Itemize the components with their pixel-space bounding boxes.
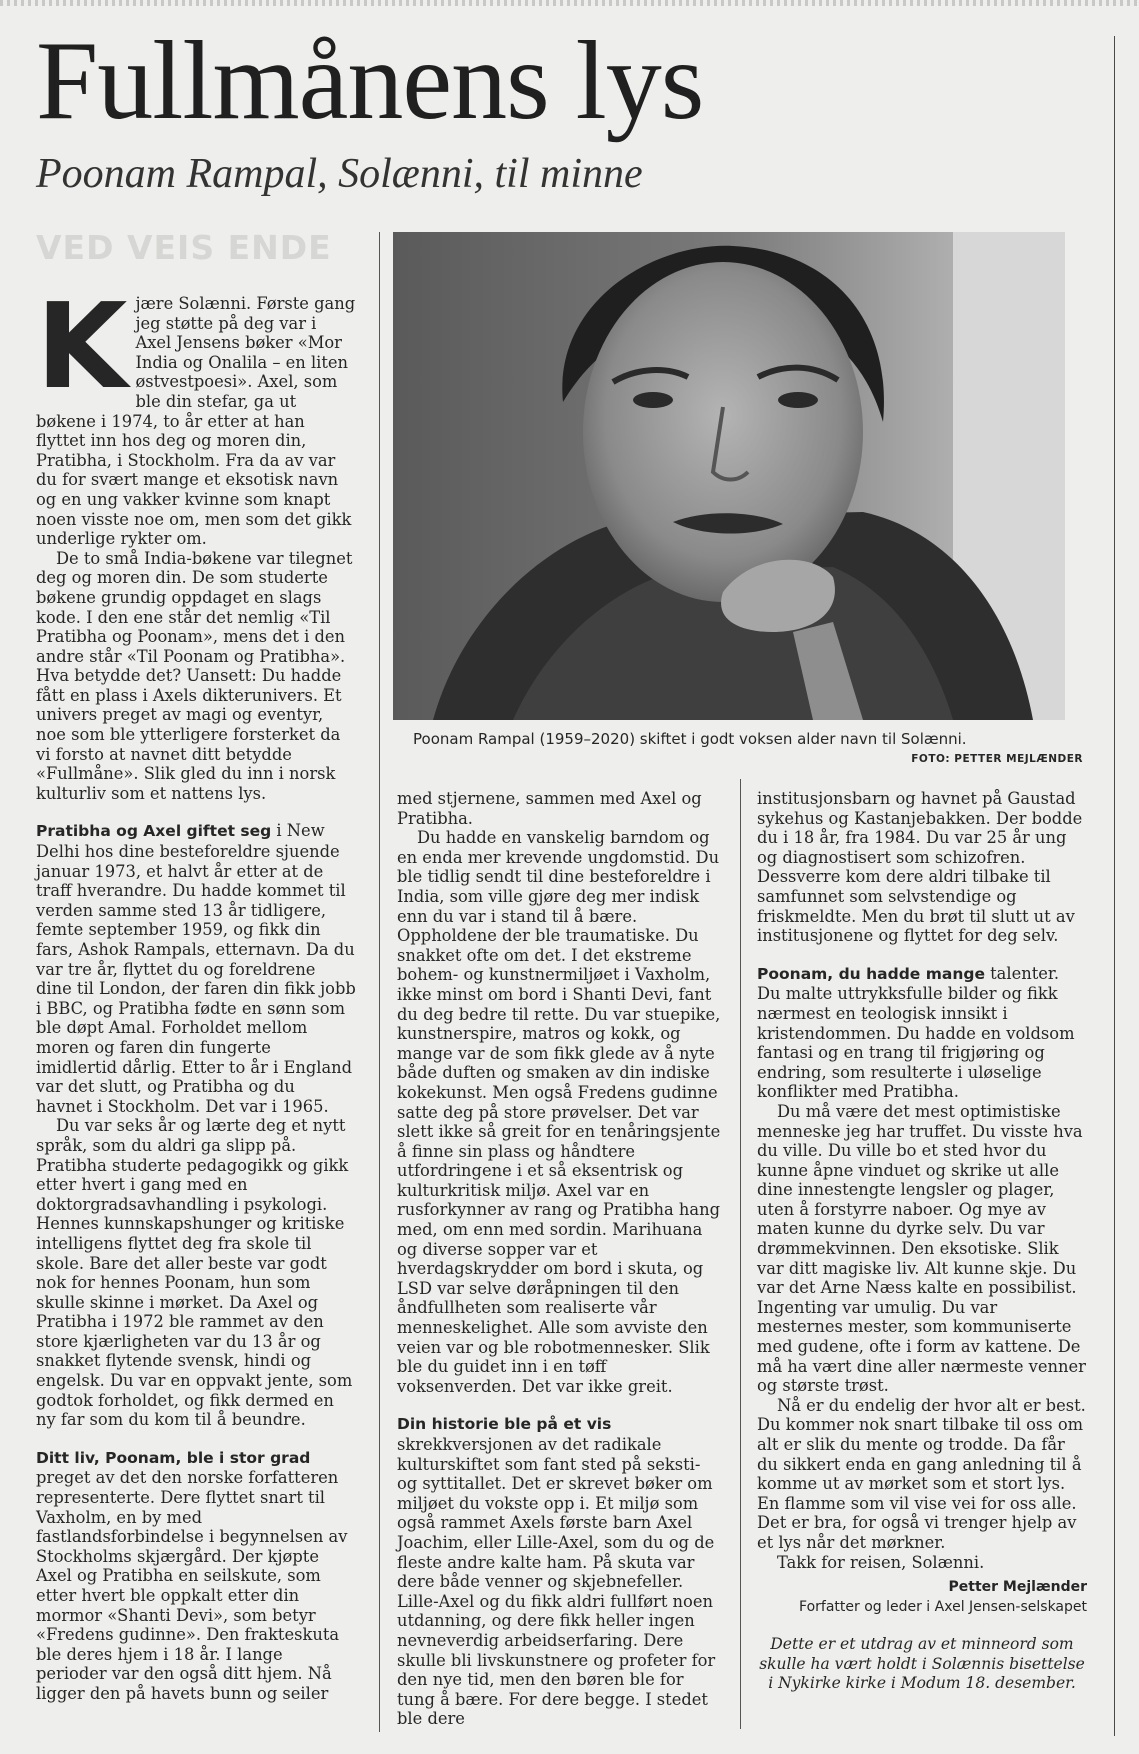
column-2 [397, 789, 721, 1729]
spacer [36, 1430, 356, 1448]
spacer [757, 946, 1087, 964]
column-3 [757, 789, 1087, 1694]
photo-credit: FOTO: PETTER MEJLÆNDER [911, 753, 1083, 765]
paragraph: institusjonsbarn og havnet på Gaustad sykehus og Kastanjebakken. Der bodde du i 18 år, fra 1984. Du var 25 år ung og diagnostisert som schizofren. Dessverre kom dere aldri tilbake til samfunnet som selvstendige og friskmeldte. Men du brøt til slutt ut av institusjonene og flyttet for deg selv. [757, 789, 1083, 946]
subtitle: Poonam Rampal, Solænni, til minne [36, 151, 643, 197]
paragraph: Du må være det mest optimistiske menneske jeg har truffet. Du visste hva du ville. Du ville bo et sted hvor du kunne åpne vinduet og skrike ut alle dine innestengte lengsler og plager, uten å forstyrre naboer. Og mye av maten kunne du dyrke selv. Du var drømmekvinnen. Den eksotiske. Slik var ditt magiske liv. Alt kunne skje. Du var det Arne Næss kalte en possibilist. Ingenting var umulig. Du var mesternes mester, som kommuniserte med gudene, ofte i form av kattene. De må ha vært dine aller nærmeste venner og største trøst. [757, 1101, 1086, 1396]
paragraph: Takk for reisen, Solænni. [777, 1552, 985, 1572]
paragraph [397, 1414, 721, 1729]
paragraph [757, 964, 1087, 1102]
subheading: Din historie ble på et vis [397, 1415, 612, 1434]
headline: Fullmånens lys [36, 19, 704, 143]
paragraph: Du hadde en vanskelig barndom og en enda mer krevende ungdomstid. Du ble tidlig sendt til dine besteforeldre i India, som ville gjøre deg mer indisk enn du var i stand til å bære. Oppholdene der ble traumatiske. Du snakket ofte om det. I det ekstreme bohem- og kunstnermiljøet i Vaxholm, ikke minst om bord i Shanti Devi, fant du deg bedre til rette. Du var stuepike, kunstnerspire, matros og kokk, og mange var de som fikk glede av å nyte både duften og smaken av din indiske kokekunst. Men også Fredens gudinne satte deg på store prøvelser. Det var slett ikke så greit for en tenåringsjente å finne sin plass og håndtere utfordringene i et så eksentrisk og kulturkritisk miljø. Axel var en rusforkynner av rang og Pratibha hang med, om enn med sordin. Marihuana og diverse sopper var et hverdagskrydder om bord i skuta, og LSD var selve døråpningen til den åndfullheten som realiserte vår menneskelighet. Alle som avviste den veien var og ble robotmennesker. Slik ble du guidet inn i en tøff voksenverden. Det var ikke greit. [397, 828, 721, 1396]
author-role: Forfatter og leder i Axel Jensen-selskapet [799, 1598, 1087, 1615]
subheading: Pratibha og Axel giftet seg [36, 822, 272, 841]
subheading: Poonam, du hadde mange [757, 964, 985, 983]
paragraph: med stjernene, sammen med Axel og Pratibha. [397, 789, 702, 828]
subheading: Ditt liv, Poonam, ble i stor grad [36, 1448, 311, 1467]
portrait-photo [393, 232, 1065, 720]
paragraph: De to små India-bøkene var tilegnet deg og moren din. De som studerte bøkene grundig oppdaget en slags kode. I den ene står det nemlig «Til Pratibha og Poonam», mens det i den andre står «Til Poonam og Pratibha». Hva betydde det? Uansett: Du hadde fått en plass i Axels dikterunivers. Et univers preget av magi og eventyr, noe som ble ytterligere forsterket da vi forsto at navnet ditt betydde «Fullmåne». Slik gled du inn i norsk kulturliv som et nattens lys. [36, 548, 353, 803]
drop-cap: K [36, 277, 128, 415]
paragraph-text: i New Delhi hos dine besteforeldre sjuende januar 1973, et halvt år etter at de traff hverandre. Du hadde kommet til verden samme sted 13 år tidligere, femte september 1959, og fikk din fars, Ashok Rampals, etternavn. Da du var tre år, flyttet du og foreldrene dine til London, der faren din fikk jobb i BBC, og Pratibha fødte en sønn som ble døpt Amal. Forholdet mellom moren og faren din fungerte imidlertid dårlig. Etter to år i England var det slutt, og Pratibha og du havnet i Stockholm. Det var i 1965. [36, 821, 356, 1116]
paragraph [36, 277, 356, 549]
page-edge [0, 0, 1139, 6]
portrait-illustration [393, 232, 1065, 720]
paragraph [36, 821, 356, 1116]
paragraph-text: jære Solænni. Første gang jeg støtte på deg var i Axel Jensens bøker «Mor India og Onalila – en liten østvestpoesi». Axel, som ble din stefar, ga ut bøkene i 1974, to år etter at han flyttet inn hos deg og moren din, Pratibha, i Stockholm. Fra da av var du for svært mange et eksotisk navn og en ung vakker kvinne som knapt noen visste noe om, men som det gikk underlige rykter om. [36, 294, 356, 549]
column-rule [740, 779, 741, 1729]
editor-note: Dette er et utdrag av et minneord som skulle ha vært holdt i Solænnis bisettelse i Nykirke kirke i Modum 18. desember. [759, 1635, 1085, 1693]
section-kicker: VED VEIS ENDE [36, 228, 332, 267]
column-rule-right [1114, 36, 1115, 1736]
paragraph: Nå er du endelig der hvor alt er best. Du kommer nok snart tilbake til oss om alt er slik du mente og trodde. Da får du sikkert enda en gang anledning til å komme ut av mørket som et stort lys. En flamme som vil vise vei for oss alle. Det er bra, for også vi trenger hjelp av et lys når det mørkner. [757, 1395, 1086, 1552]
paragraph [36, 1448, 356, 1704]
spacer [397, 1396, 721, 1414]
column-1 [36, 277, 356, 1704]
column-rule [379, 232, 380, 1732]
paragraph-text: skrekkversjonen av det radikale kulturskiftet som fant sted på seksti- og syttitallet. Det er skrevet bøker om miljøet du vokste opp i. Et miljø som også rammet Axels første barn Axel Joachim, eller Lille-Axel, som du og de fleste andre kalte ham. På skuta var dere både venner og skjebnefeller. Lille-Axel og du fikk aldri fullført noen utdanning, og dere fikk heller ingen nevneverdig arbeidserfaring. Dere skulle bli livskunstnere og profeter for den nye tid, men den børen ble for tung å bære. For dere begge. I stedet ble dere [397, 1435, 716, 1729]
photo-caption: Poonam Rampal (1959–2020) skiftet i godt voksen alder navn til Solænni. [413, 730, 967, 748]
paragraph-text: preget av det den norske forfatteren representerte. Dere flyttet snart til Vaxholm, en by med fastlandsforbindelse i begynnelsen av Stockholms skjærgård. Der kjøpte Axel og Pratibha en seilskute, som etter hvert ble oppkalt etter din mormor «Shanti Devi», som betyr «Fredens gudinne». Den frakteskuta ble deres hjem i 18 år. I lange perioder var den også ditt hjem. Nå ligger den på havets bunn og seiler [36, 1468, 348, 1703]
author-name: Petter Mejlænder [948, 1579, 1087, 1596]
paragraph: Du var seks år og lærte deg et nytt språk, som du aldri ga slipp på. Pratibha studerte pedagogikk og gikk etter hvert i gang med en doktorgradsavhandling i psykologi. Hennes kunnskapshunger og kritiske intelligens flyttet deg fra skole til skole. Bare det aller beste var godt nok for hennes Poonam, hun som skulle skinne i mørket. Da Axel og Pratibha i 1972 ble rammet av den store kjærligheten var du 13 år og snakket flytende svensk, hindi og engelsk. Du var en oppvakt jente, som godtok forholdet, og fikk dermed en ny far som du kom til å beundre. [36, 1116, 353, 1430]
spacer [36, 803, 356, 821]
paragraph-text: talenter. Du malte uttrykksfulle bilder og fikk nærmest en teologisk innsikt i kristendommen. Du hadde en voldsom fantasi og en trang til frigjøring og endring, som resulterte i uløselige konflikter med Pratibha. [757, 963, 1075, 1102]
